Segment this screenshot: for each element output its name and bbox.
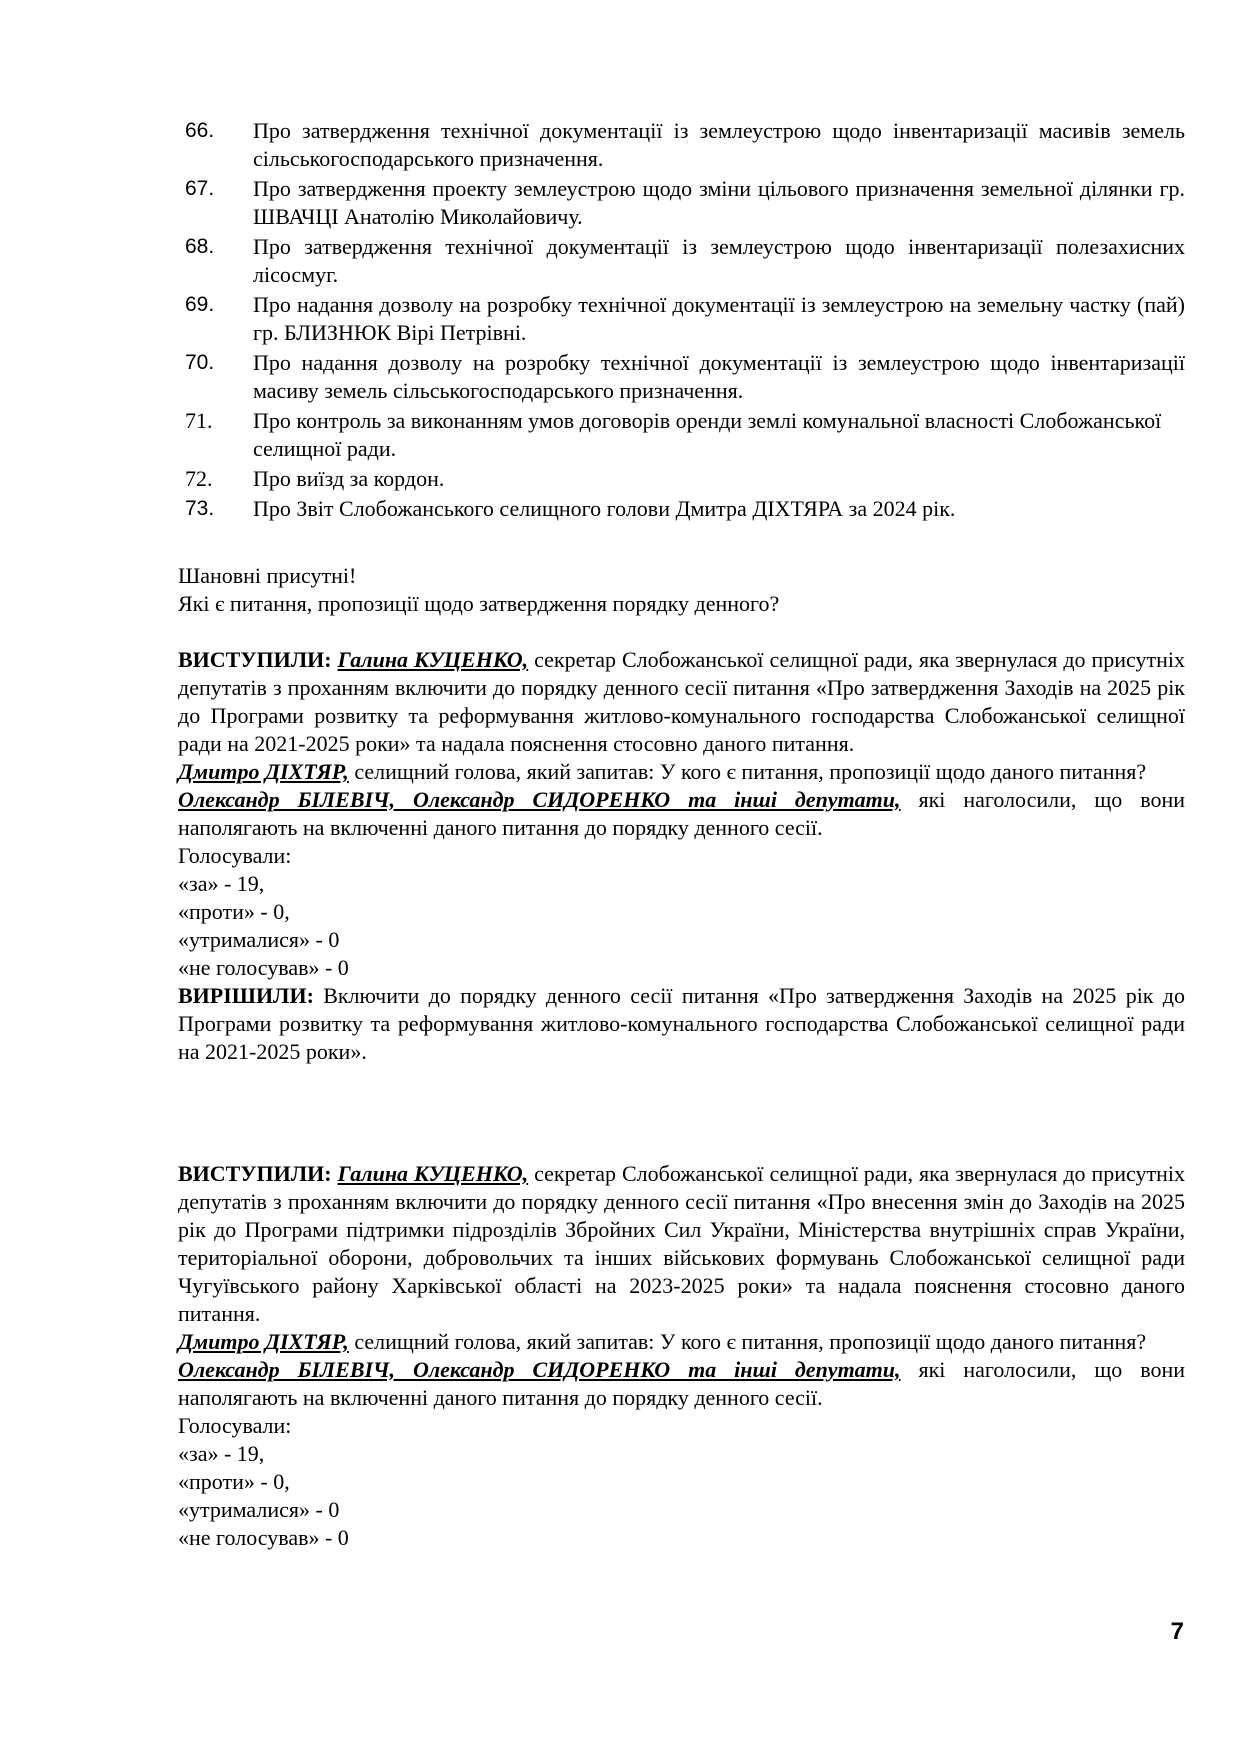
- agenda-item: [185, 175, 1185, 231]
- speech-text: секретар Слобожанської селищної ради, яка звернулася до присутніх депутатів з проханням включити до порядку денного сесії питання «Про затвердження Заходів на 2025 рік до Програми розвитку та реформування житлово-комунального господарства Слобожанської селищної ради на 2021-2025 роки» та надала пояснення стосовно даного питання.: [178, 647, 1186, 756]
- agenda-item-text: Про затвердження технічної документації із землеустрою щодо інвентаризації полезахисних лісосмуг.: [253, 234, 1185, 287]
- deputies-paragraph: [178, 786, 1185, 842]
- chair-paragraph: [178, 758, 1185, 786]
- decision-paragraph: [178, 982, 1185, 1066]
- agenda-item-text: Про затвердження проекту землеустрою щодо зміни цільового призначення земельної ділянки гр. ШВАЧЦІ Анатолію Миколайовичу.: [253, 176, 1185, 229]
- agenda-item: [185, 495, 1185, 523]
- deputies-text: які наголосили, що вони наполягають на включенні даного питання до порядку денного сесії.: [178, 1357, 1186, 1410]
- voted-label: Голосували:: [178, 1413, 292, 1438]
- deputies-text: які наголосили, що вони наполягають на включенні даного питання до порядку денного сесії.: [178, 787, 1186, 840]
- agenda-item-number: 70.: [185, 351, 215, 374]
- agenda-item-text: Про надання дозволу на розробку технічної документації із землеустрою на земельну частку (пай) гр. БЛИЗНЮК Вірі Петрівні.: [253, 292, 1185, 345]
- agenda-item-text: Про виїзд за кордон.: [253, 466, 445, 491]
- voted-label: Голосували:: [178, 843, 292, 868]
- agenda-item-number: 73.: [185, 497, 215, 520]
- vote-not-voted: «не голосував» - 0: [178, 955, 349, 980]
- agenda-item: [185, 465, 1185, 493]
- vote-against: «проти» - 0,: [178, 1469, 290, 1494]
- page-number: 7: [1170, 1618, 1184, 1645]
- chair-name: Дмитро ДІХТЯР,: [178, 1329, 349, 1354]
- deputies-paragraph: [178, 1356, 1185, 1412]
- agenda-item-text: Про надання дозволу на розробку технічної документації із землеустрою щодо інвентаризації масиву земель сільськогосподарського призначення.: [253, 350, 1185, 403]
- speaker-name: Галина КУЦЕНКО,: [337, 647, 529, 672]
- deputies-names: Олександр БІЛЕВІЧ, Олександр СИДОРЕНКО та інші депутати,: [178, 787, 901, 812]
- chair-text: селищний голова, який запитав: У кого є питання, пропозиції щодо даного питання?: [348, 1329, 1147, 1354]
- spoke-label: ВИСТУПИЛИ:: [178, 1161, 332, 1186]
- greeting: Шановні присутні!: [178, 563, 357, 588]
- agenda-item-number: 67.: [185, 177, 215, 200]
- agenda-item-number: 71.: [185, 408, 213, 433]
- agenda-question: Які є питання, пропозиції щодо затвердження порядку денного?: [178, 591, 780, 616]
- agenda-item: [185, 291, 1185, 347]
- chair-paragraph: [178, 1328, 1185, 1356]
- deputies-names: Олександр БІЛЕВІЧ, Олександр СИДОРЕНКО та інші депутати,: [178, 1357, 901, 1382]
- vote-for: «за» - 19,: [178, 871, 265, 896]
- discussion-block-2: [178, 1160, 1185, 1552]
- agenda-item-text: Про контроль за виконанням умов договорів оренди землі комунальної власності Слобожанської селищної ради.: [253, 408, 1162, 461]
- decided-label: ВИРІШИЛИ:: [178, 983, 314, 1008]
- decision-text: Включити до порядку денного сесії питання «Про затвердження Заходів на 2025 рік до Програми розвитку та реформування житлово-комунального господарства Слобожанської селищної ради на 2021-2025 роки».: [178, 983, 1185, 1064]
- vote-against: «проти» - 0,: [178, 899, 290, 924]
- greeting-section: [178, 562, 1185, 618]
- discussion-block-1: [178, 646, 1185, 1066]
- agenda-item-text: Про Звіт Слобожанського селищного голови Дмитра ДІХТЯРА за 2024 рік.: [253, 496, 956, 521]
- agenda-item: [185, 233, 1185, 289]
- speech-text: секретар Слобожанської селищної ради, яка звернулася до присутніх депутатів з проханням включити до порядку денного сесії питання «Про внесення змін до Заходів на 2025 рік до Програми підтримки підрозділів Збройних Сил України, Міністерства внутрішніх справ України, територіальної оборони, добровольчих та інших військових формувань Слобожанської селищної ради Чугуївського району Харківської області на 2023-2025 роки» та надала пояснення стосовно даного питання.: [178, 1161, 1186, 1326]
- speech-paragraph: [178, 646, 1185, 758]
- agenda-item-text: Про затвердження технічної документації із землеустрою щодо інвентаризації масивів земель сільськогосподарського призначення.: [253, 118, 1185, 171]
- agenda-list: [185, 117, 1185, 525]
- chair-text: селищний голова, який запитав: У кого є питання, пропозиції щодо даного питання?: [348, 759, 1147, 784]
- agenda-item: [185, 349, 1185, 405]
- chair-name: Дмитро ДІХТЯР,: [178, 759, 349, 784]
- speaker-name: Галина КУЦЕНКО,: [337, 1161, 529, 1186]
- vote-abstained: «утрималися» - 0: [178, 927, 340, 952]
- agenda-item-number: 66.: [185, 119, 215, 142]
- speech-paragraph: [178, 1160, 1185, 1328]
- agenda-item: [185, 117, 1185, 173]
- agenda-item-number: 72.: [185, 466, 213, 491]
- spoke-label: ВИСТУПИЛИ:: [178, 647, 332, 672]
- vote-for: «за» - 19,: [178, 1441, 265, 1466]
- agenda-item-number: 69.: [185, 293, 215, 316]
- agenda-item-number: 68.: [185, 235, 215, 258]
- vote-not-voted: «не голосував» - 0: [178, 1525, 349, 1550]
- vote-abstained: «утрималися» - 0: [178, 1497, 340, 1522]
- agenda-item: [185, 407, 1185, 463]
